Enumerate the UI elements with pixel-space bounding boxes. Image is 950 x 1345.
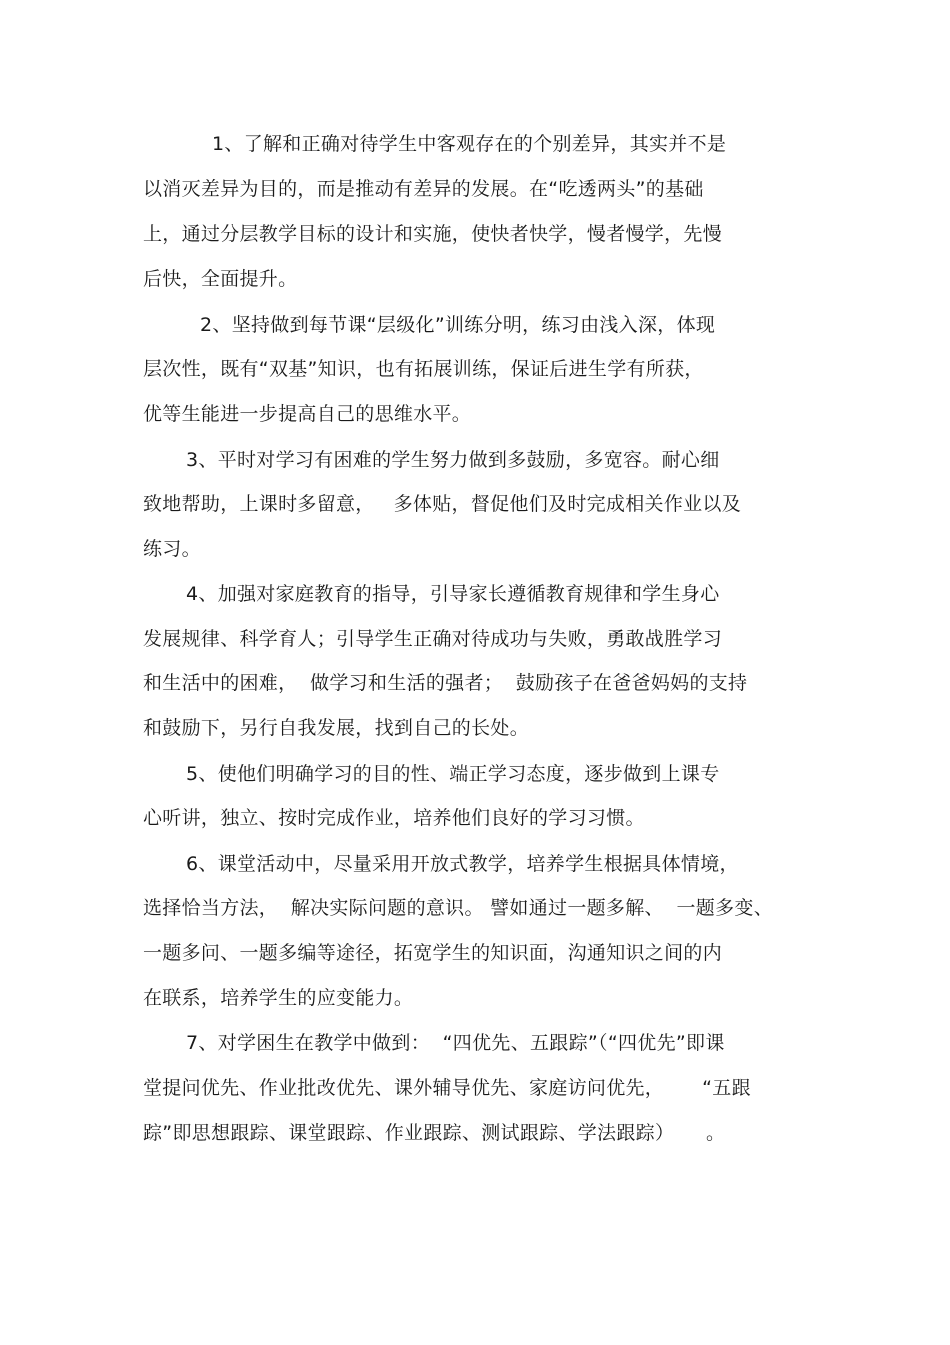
paragraph-line: 和鼓励下，另行自我发展，找到自己的长处。	[143, 717, 530, 739]
paragraph-line: 7、对学困生在教学中做到： “四优先、五跟踪”（“四优先”即课	[186, 1032, 725, 1054]
paragraph-line: 上，通过分层教学目标的设计和实施，使快者快学，慢者慢学，先慢	[143, 223, 723, 245]
paragraph-line: 优等生能进一步提高自己的思维水平。	[143, 403, 472, 425]
paragraph-line: 和生活中的困难， 做学习和生活的强者； 鼓励孩子在爸爸妈妈的支持	[143, 672, 748, 694]
paragraph-line: 6、课堂活动中，尽量采用开放式教学，培养学生根据具体情境，	[186, 853, 739, 875]
paragraph-line: 在联系，培养学生的应变能力。	[143, 987, 414, 1009]
paragraph-line: 练习。	[143, 538, 201, 560]
paragraph-line: 心听讲，独立、按时完成作业，培养他们良好的学习习惯。	[143, 807, 645, 829]
paragraph-line: 后快，全面提升。	[143, 268, 298, 290]
paragraph-line: 发展规律、科学育人；引导学生正确对待成功与失败，勇敢战胜学习	[143, 628, 723, 650]
paragraph-line: 一题多问、一题多编等途径，拓宽学生的知识面，沟通知识之间的内	[143, 942, 723, 964]
paragraph-line: 4、加强对家庭教育的指导，引导家长遵循教育规律和学生身心	[186, 583, 720, 605]
paragraph-line: 以消灭差异为目的，而是推动有差异的发展。在“吃透两头”的基础	[143, 178, 704, 200]
paragraph-line: 踪”即思想跟踪、课堂跟踪、作业跟踪、测试跟踪、学法跟踪） 。	[143, 1122, 726, 1144]
paragraph-line: 堂提问优先、作业批改优先、课外辅导优先、家庭访问优先， “五跟	[143, 1077, 751, 1099]
paragraph-line: 2、坚持做到每节课“层级化”训练分明，练习由浅入深，体现	[200, 314, 716, 336]
paragraph-line: 1、了解和正确对待学生中客观存在的个别差异，其实并不是	[212, 133, 727, 155]
paragraph-line: 致地帮助，上课时多留意， 多体贴，督促他们及时完成相关作业以及	[143, 493, 742, 515]
paragraph-line: 3、平时对学习有困难的学生努力做到多鼓励，多宽容。耐心细	[186, 449, 720, 471]
paragraph-line: 选择恰当方法， 解决实际问题的意识。 譬如通过一题多解、 一题多变、	[143, 897, 773, 919]
paragraph-line: 5、使他们明确学习的目的性、端正学习态度，逐步做到上课专	[186, 763, 720, 785]
paragraph-line: 层次性，既有“双基”知识，也有拓展训练，保证后进生学有所获，	[143, 358, 704, 380]
